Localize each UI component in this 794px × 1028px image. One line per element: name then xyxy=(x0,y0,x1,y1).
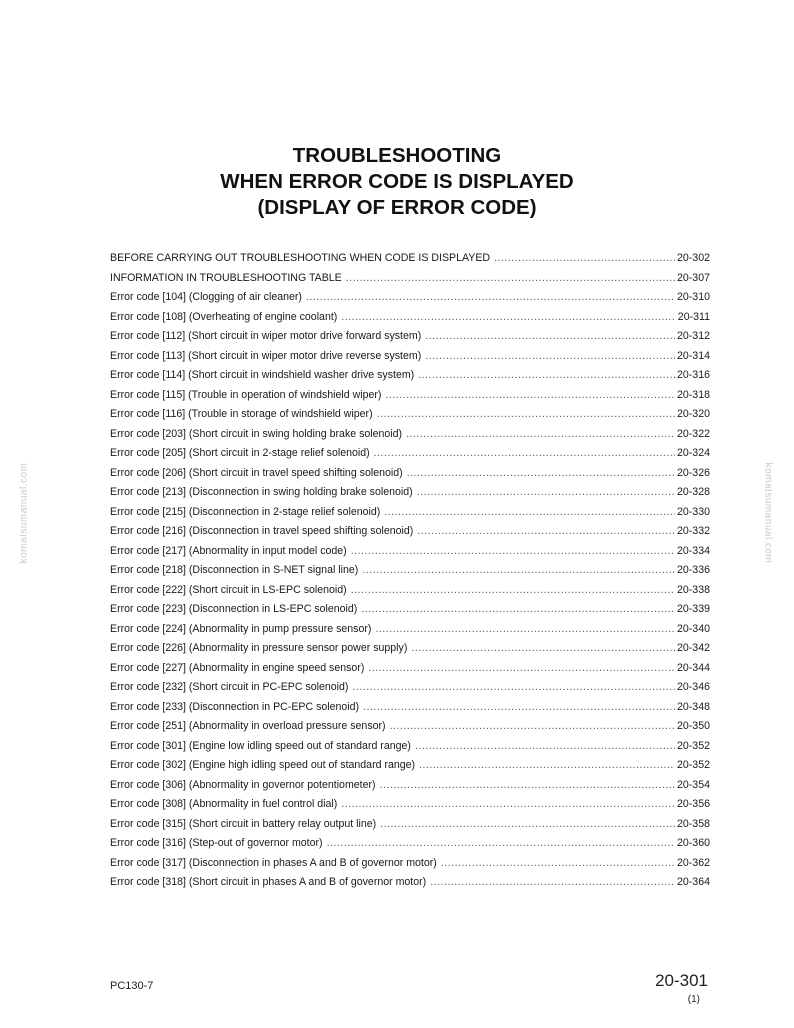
toc-entry-page: 20-310 xyxy=(677,291,710,303)
toc-entry-page: 20-326 xyxy=(677,466,710,479)
toc-leader-dots xyxy=(418,366,675,386)
toc-entry xyxy=(110,854,710,874)
toc-entry-page: 20-322 xyxy=(677,427,710,440)
toc-entry-title: Error code [251] (Abnormality in overload pressure sensor) xyxy=(110,720,386,732)
toc-entry-title: Error code [116] (Trouble in storage of windshield wiper) xyxy=(110,408,373,420)
toc-entry-title: Error code [302] (Engine high idling speed out of standard range) xyxy=(110,759,416,771)
toc-leader-dots xyxy=(377,405,675,425)
toc-entry-title: Error code [316] (Step-out of governor motor) xyxy=(110,837,323,849)
toc-leader-dots xyxy=(363,698,675,718)
toc-entry xyxy=(110,269,710,289)
toc-entry xyxy=(110,717,710,737)
toc-entry-page: 20-350 xyxy=(677,720,710,732)
toc-entry-page: 20-302 xyxy=(677,252,710,264)
toc-leader-dots xyxy=(425,347,675,367)
toc-entry-page: 20-307 xyxy=(677,271,710,284)
page-title xyxy=(0,143,794,221)
toc-entry-page: 20-332 xyxy=(677,525,710,537)
toc-entry xyxy=(110,444,710,464)
toc-entry xyxy=(110,308,710,328)
toc-entry xyxy=(110,405,710,425)
toc-entry xyxy=(110,288,710,308)
toc-entry xyxy=(110,756,710,776)
toc-leader-dots xyxy=(380,776,675,796)
toc-entry xyxy=(110,639,710,659)
footer-model: PC130-7 xyxy=(110,980,154,992)
toc-leader-dots xyxy=(368,659,675,679)
toc-entry-page: 20-342 xyxy=(677,642,710,654)
toc-entry xyxy=(110,737,710,757)
toc-entry-page: 20-328 xyxy=(677,486,710,498)
toc-entry-title: Error code [217] (Abnormality in input model code) xyxy=(110,544,347,557)
title-line-2: WHEN ERROR CODE IS DISPLAYED xyxy=(220,170,574,193)
title-line-1: TROUBLESHOOTING xyxy=(292,144,502,167)
toc-entry-title: Error code [306] (Abnormality in governor potentiometer) xyxy=(110,778,376,791)
toc-leader-dots xyxy=(411,639,675,659)
title-line-3: (DISPLAY OF ERROR CODE) xyxy=(257,196,537,219)
toc-leader-dots xyxy=(384,503,675,523)
toc-entry xyxy=(110,776,710,796)
toc-entry-title: Error code [223] (Disconnection in LS-EPC solenoid) xyxy=(110,603,358,615)
toc-leader-dots xyxy=(417,483,675,503)
toc-leader-dots xyxy=(425,327,675,347)
toc-leader-dots xyxy=(374,444,675,464)
footer-page-number: 20-301 xyxy=(655,971,708,990)
toc-entry-page: 20-320 xyxy=(677,408,710,420)
toc-entry-title: Error code [301] (Engine low idling speed out of standard range) xyxy=(110,739,411,752)
toc-entry-title: Error code [203] (Short circuit in swing holding brake solenoid) xyxy=(110,427,403,440)
toc-entry xyxy=(110,698,710,718)
toc-entry-page: 20-334 xyxy=(677,544,710,557)
toc-entry-page: 20-314 xyxy=(677,349,710,362)
table-of-contents xyxy=(110,249,710,893)
toc-entry-title: Error code [308] (Abnormality in fuel control dial) xyxy=(110,798,338,810)
toc-entry-page: 20-348 xyxy=(677,700,710,713)
toc-entry xyxy=(110,678,710,698)
toc-entry-title: Error code [318] (Short circuit in phases A and B of governor motor) xyxy=(110,876,427,888)
toc-entry-title: Error code [232] (Short circuit in PC-EPC solenoid) xyxy=(110,681,349,693)
toc-entry-title: Error code [233] (Disconnection in PC-EPC solenoid) xyxy=(110,700,360,713)
toc-leader-dots xyxy=(380,815,675,835)
toc-entry-title: Error code [206] (Short circuit in travel speed shifting solenoid) xyxy=(110,466,403,479)
toc-entry-page: 20-344 xyxy=(677,661,710,674)
toc-entry xyxy=(110,620,710,640)
toc-entry-page: 20-311 xyxy=(677,310,710,323)
toc-entry-title: Error code [226] (Abnormality in pressure sensor power supply) xyxy=(110,642,408,654)
toc-leader-dots xyxy=(441,854,675,874)
toc-entry-page: 20-330 xyxy=(677,505,710,518)
toc-entry-page: 20-312 xyxy=(677,330,710,342)
toc-leader-dots xyxy=(406,425,675,445)
toc-entry xyxy=(110,815,710,835)
toc-entry-page: 20-364 xyxy=(677,876,710,888)
toc-entry-title: Error code [115] (Trouble in operation of windshield wiper) xyxy=(110,388,382,401)
toc-entry xyxy=(110,347,710,367)
toc-entry-title: BEFORE CARRYING OUT TROUBLESHOOTING WHEN CODE IS DISPLAYED xyxy=(110,252,491,264)
toc-entry-page: 20-340 xyxy=(677,622,710,635)
toc-entry-page: 20-346 xyxy=(677,681,710,693)
toc-entry-page: 20-316 xyxy=(677,369,710,381)
footer-revision: (1) xyxy=(687,994,700,1005)
toc-leader-dots xyxy=(430,873,675,893)
toc-entry-title: INFORMATION IN TROUBLESHOOTING TABLE xyxy=(110,271,342,284)
toc-entry-title: Error code [114] (Short circuit in windshield washer drive system) xyxy=(110,369,415,381)
toc-entry-page: 20-339 xyxy=(677,603,710,615)
toc-entry-title: Error code [224] (Abnormality in pump pressure sensor) xyxy=(110,622,372,635)
toc-entry xyxy=(110,873,710,893)
toc-entry-title: Error code [215] (Disconnection in 2-stage relief solenoid) xyxy=(110,505,381,518)
toc-entry-page: 20-356 xyxy=(677,798,710,810)
toc-entry xyxy=(110,483,710,503)
toc-entry-page: 20-352 xyxy=(677,739,710,752)
toc-leader-dots xyxy=(494,249,675,269)
toc-leader-dots xyxy=(346,269,675,289)
toc-entry-title: Error code [227] (Abnormality in engine speed sensor) xyxy=(110,661,365,674)
toc-entry-title: Error code [113] (Short circuit in wiper motor drive reverse system) xyxy=(110,349,422,362)
toc-entry-title: Error code [216] (Disconnection in travel speed shifting solenoid) xyxy=(110,525,414,537)
toc-entry xyxy=(110,600,710,620)
toc-entry-page: 20-360 xyxy=(677,837,710,849)
toc-leader-dots xyxy=(385,386,675,406)
toc-entry-title: Error code [218] (Disconnection in S-NET signal line) xyxy=(110,564,359,576)
toc-entry-page: 20-354 xyxy=(677,778,710,791)
watermark-left: komatsumanual.com xyxy=(18,462,30,564)
toc-entry-page: 20-318 xyxy=(677,388,710,401)
toc-leader-dots xyxy=(306,288,675,308)
toc-leader-dots xyxy=(351,542,675,562)
toc-entry xyxy=(110,522,710,542)
toc-entry-page: 20-362 xyxy=(677,856,710,869)
toc-leader-dots xyxy=(341,308,675,328)
toc-entry-title: Error code [317] (Disconnection in phases A and B of governor motor) xyxy=(110,856,437,869)
watermark-right: komatsumanual.com xyxy=(762,462,774,564)
toc-entry xyxy=(110,795,710,815)
toc-entry-page: 20-352 xyxy=(677,759,710,771)
toc-leader-dots xyxy=(352,678,675,698)
toc-entry xyxy=(110,834,710,854)
toc-leader-dots xyxy=(390,717,675,737)
toc-leader-dots xyxy=(417,522,675,542)
toc-leader-dots xyxy=(361,600,675,620)
toc-entry xyxy=(110,581,710,601)
toc-entry-title: Error code [315] (Short circuit in battery relay output line) xyxy=(110,817,377,830)
toc-leader-dots xyxy=(351,581,675,601)
toc-entry xyxy=(110,366,710,386)
toc-entry-page: 20-336 xyxy=(677,564,710,576)
toc-leader-dots xyxy=(375,620,675,640)
toc-entry xyxy=(110,386,710,406)
toc-leader-dots xyxy=(407,464,675,484)
toc-entry xyxy=(110,542,710,562)
toc-leader-dots xyxy=(341,795,675,815)
toc-entry-title: Error code [104] (Clogging of air cleaner) xyxy=(110,291,302,303)
toc-entry xyxy=(110,561,710,581)
toc-entry-title: Error code [112] (Short circuit in wiper motor drive forward system) xyxy=(110,330,422,342)
toc-entry-title: Error code [108] (Overheating of engine coolant) xyxy=(110,310,338,323)
toc-entry xyxy=(110,464,710,484)
toc-entry xyxy=(110,659,710,679)
toc-entry xyxy=(110,249,710,269)
toc-leader-dots xyxy=(419,756,675,776)
toc-leader-dots xyxy=(415,737,675,757)
toc-entry xyxy=(110,425,710,445)
toc-entry xyxy=(110,503,710,523)
toc-entry-title: Error code [222] (Short circuit in LS-EPC solenoid) xyxy=(110,583,347,596)
toc-entry-page: 20-324 xyxy=(677,447,710,459)
toc-entry-page: 20-338 xyxy=(677,583,710,596)
toc-leader-dots xyxy=(362,561,675,581)
toc-entry-page: 20-358 xyxy=(677,817,710,830)
toc-entry-title: Error code [205] (Short circuit in 2-stage relief solenoid) xyxy=(110,447,370,459)
toc-leader-dots xyxy=(327,834,675,854)
toc-entry-title: Error code [213] (Disconnection in swing holding brake solenoid) xyxy=(110,486,413,498)
toc-entry xyxy=(110,327,710,347)
